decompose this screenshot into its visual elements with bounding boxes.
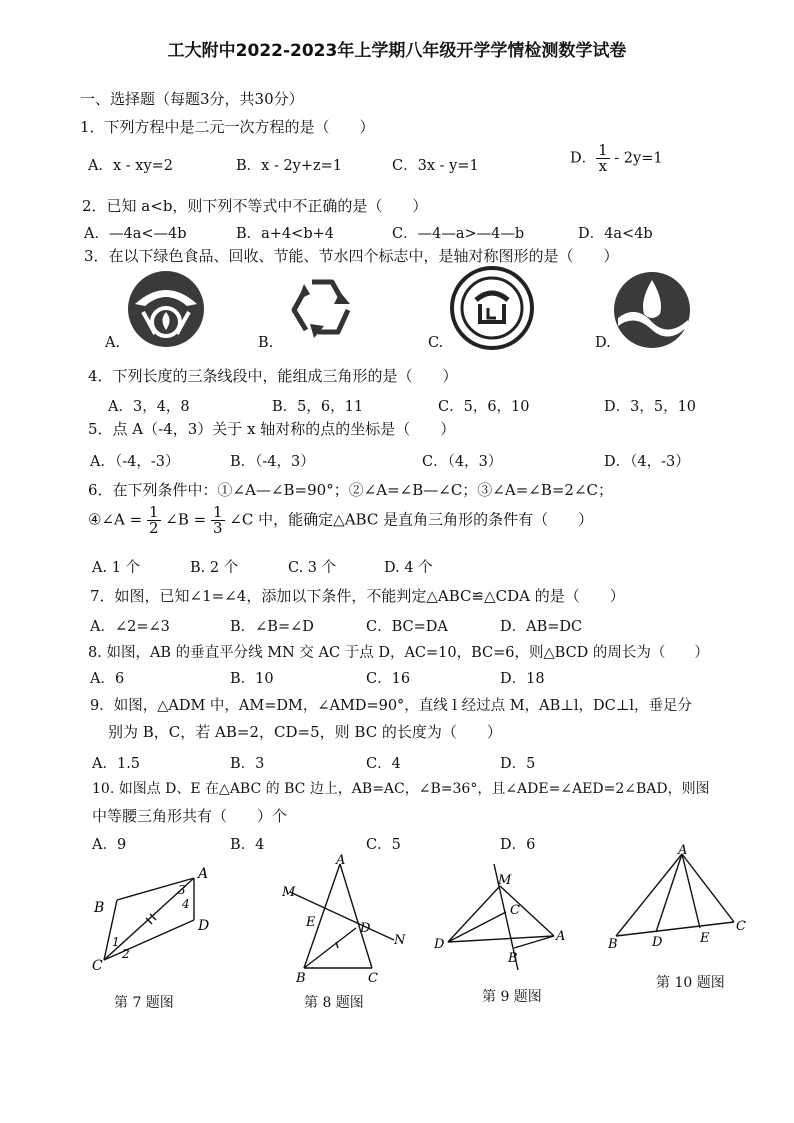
q6-f2-den: 3: [213, 519, 223, 537]
q10-option-c: C．5: [366, 837, 401, 853]
f8-label-m: M: [282, 885, 296, 900]
figure-8-caption: 第 8 题图: [304, 995, 364, 1011]
figure-7: [82, 860, 232, 975]
figure-7-caption: 第 7 题图: [114, 995, 174, 1011]
f7-label-b: B: [94, 900, 105, 916]
f7-angle-1: 1: [112, 935, 120, 949]
energy-saving-logo: [448, 264, 536, 352]
q2-option-c: C．—4—a>—4—b: [392, 226, 525, 242]
figure-10: [604, 842, 754, 957]
f7-angle-2: 2: [122, 947, 130, 961]
q8-option-a: A．6: [90, 671, 125, 687]
f7-label-c: C: [92, 958, 103, 974]
figure-9-caption: 第 9 题图: [482, 989, 542, 1005]
q2-stem: 2．已知 a<b，则下列不等式中不正确的是（ ）: [82, 197, 428, 215]
f7-label-a: A: [198, 866, 209, 882]
f9-label-c: C: [510, 903, 520, 918]
q7-option-d: D．AB=DC: [500, 619, 583, 635]
q1-d-fraction: [596, 143, 610, 174]
q10-option-b: B．4: [230, 837, 265, 853]
q9-stem-line2: 别为 B，C，若 AB=2，CD=5，则 BC 的长度为（ ）: [108, 723, 502, 741]
q7-option-c: C．BC=DA: [366, 619, 448, 635]
f10-segment-ad: [656, 854, 682, 932]
figure-8: [276, 850, 416, 985]
q5-option-d: D．（4，-3）: [604, 454, 690, 470]
f8-label-e: E: [306, 915, 316, 930]
q9-stem-line1: 9．如图，△ADM 中，AM=DM，∠AMD=90°，直线 l 经过点 M，AB⊥l，DC⊥l，垂足分: [90, 698, 693, 714]
q10-option-d: D．6: [500, 837, 536, 853]
q2-option-d: D．4a<4b: [578, 226, 653, 242]
q1-d-den: x: [598, 157, 608, 175]
q6-f1-den: 2: [148, 519, 159, 537]
f8-label-c: C: [368, 971, 378, 985]
q10-stem-line1: 10. 如图点 D、E 在△ABC 的 BC 边上，AB=AC，∠B=36°，且∠ADE=∠AED=2∠BAD，则图: [92, 781, 710, 797]
q6-line2: [88, 505, 593, 536]
q1-option-b: B．x - 2y+z=1: [236, 158, 343, 174]
q6-f2-num: 1: [213, 503, 223, 521]
q1-option-d: [570, 143, 663, 174]
q6-f1-num: 1: [148, 503, 159, 521]
q6-fraction-1: [147, 505, 161, 536]
q3-option-a: A.: [105, 335, 121, 351]
q6-l2-post: ∠C 中，能确定△ABC 是直角三角形的条件有（ ）: [229, 510, 594, 529]
f10-edge-ab: [616, 854, 682, 936]
q6-stem: 6．在下列条件中：①∠A—∠B=90°；②∠A=∠B—∠C；③∠A=∠B=2∠C；: [88, 481, 614, 499]
f9-label-b: B: [508, 951, 518, 966]
q8-option-c: C．16: [366, 671, 411, 687]
q6-option-c: C. 3 个: [288, 560, 337, 576]
q3-option-d: D.: [595, 335, 611, 351]
f8-label-a: A: [336, 853, 346, 868]
f10-label-d: D: [652, 935, 663, 950]
f7-angle-4: 4: [182, 897, 190, 911]
q3-stem: 3．在以下绿色食品、回收、节能、节水四个标志中，是轴对称图形的是（ ）: [84, 247, 619, 265]
q5-stem: 5．点 A（-4，3）关于 x 轴对称的点的坐标是（ ）: [88, 420, 456, 438]
q6-l2-mid: ∠B =: [165, 510, 207, 529]
q3-option-b: B.: [258, 335, 274, 351]
q9-option-d: D．5: [500, 756, 536, 772]
q9-option-b: B．3: [230, 756, 265, 772]
q10-stem-line2: 中等腰三角形共有（ ）个: [92, 807, 288, 825]
f10-label-a: A: [678, 843, 688, 858]
q2-option-b: B．a+4<b+4: [236, 226, 334, 242]
q6-option-a: A. 1 个: [92, 560, 141, 576]
q7-option-b: B．∠B=∠D: [230, 619, 314, 635]
q4-stem: 4．下列长度的三条线段中，能组成三角形的是（ ）: [88, 367, 458, 385]
green-food-logo: [125, 268, 207, 350]
water-saving-logo: [612, 270, 692, 350]
q7-stem: 7．如图，已知∠1=∠4，添加以下条件，不能判定△ABC≌△CDA 的是（ ）: [90, 587, 625, 605]
f9-label-a: A: [556, 929, 566, 944]
q1-d-tail: - 2y=1: [609, 150, 663, 167]
f7-label-d: D: [198, 918, 210, 934]
q3-option-c: C.: [428, 335, 444, 351]
f8-label-n: N: [394, 933, 406, 948]
q1-option-c: C．3x - y=1: [392, 158, 479, 174]
recycle-logo: [282, 270, 362, 350]
f10-label-e: E: [700, 931, 710, 946]
q6-l2-pre: ④∠A =: [88, 510, 143, 529]
q6-option-b: B. 2 个: [190, 560, 239, 576]
q5-option-c: C．（4，3）: [422, 454, 503, 470]
q1-stem: 1．下列方程中是二元一次方程的是（ ）: [80, 118, 375, 136]
exam-title: 工大附中2022-2023年上学期八年级开学学情检测数学试卷: [167, 41, 627, 61]
f10-label-c: C: [736, 919, 746, 934]
f10-label-b: B: [608, 937, 618, 952]
q8-stem: 8. 如图，AB 的垂直平分线 MN 交 AC 于点 D，AC=10，BC=6，则△BCD 的周长为（ ）: [88, 645, 709, 661]
q2-option-a: A．—4a<—4b: [84, 226, 187, 242]
q8-option-b: B．10: [230, 671, 274, 687]
figure-10-caption: 第 10 题图: [656, 975, 725, 991]
q7-option-a: A．∠2=∠3: [90, 619, 170, 635]
f9-edge-md: [448, 886, 500, 942]
f8-label-d: D: [360, 921, 371, 936]
f8-edge-ac: [340, 864, 372, 968]
figure-9: [430, 860, 580, 975]
section-heading: 一、选择题（每题3分，共30分）: [80, 90, 304, 108]
f9-label-d: D: [434, 937, 445, 952]
q8-option-d: D．18: [500, 671, 545, 687]
f7-edge-cb: [104, 900, 117, 960]
q10-option-a: A．9: [92, 837, 127, 853]
f8-label-b: B: [296, 971, 306, 985]
q4-option-d: D．3，5，10: [604, 399, 697, 415]
f7-angle-3: 3: [178, 883, 186, 897]
f9-segment-dc: [448, 912, 506, 942]
f10-edge-bc: [616, 922, 734, 936]
q1-d-label: D．: [570, 150, 597, 167]
f9-label-m: M: [498, 873, 512, 888]
q9-option-a: A．1.5: [92, 756, 141, 772]
q6-fraction-2: [211, 505, 225, 536]
q4-option-c: C．5，6，10: [438, 399, 530, 415]
q4-option-a: A．3，4，8: [108, 399, 190, 415]
q6-option-d: D. 4 个: [384, 560, 433, 576]
q4-option-b: B．5，6，11: [272, 399, 364, 415]
q1-d-num: 1: [598, 141, 608, 159]
f8-segment-bd: [304, 928, 356, 968]
q5-option-a: A．（-4，-3）: [90, 454, 180, 470]
q1-option-a: A．x - xy=2: [88, 158, 174, 174]
q9-option-c: C．4: [366, 756, 401, 772]
q5-option-b: B．（-4，3）: [230, 454, 315, 470]
